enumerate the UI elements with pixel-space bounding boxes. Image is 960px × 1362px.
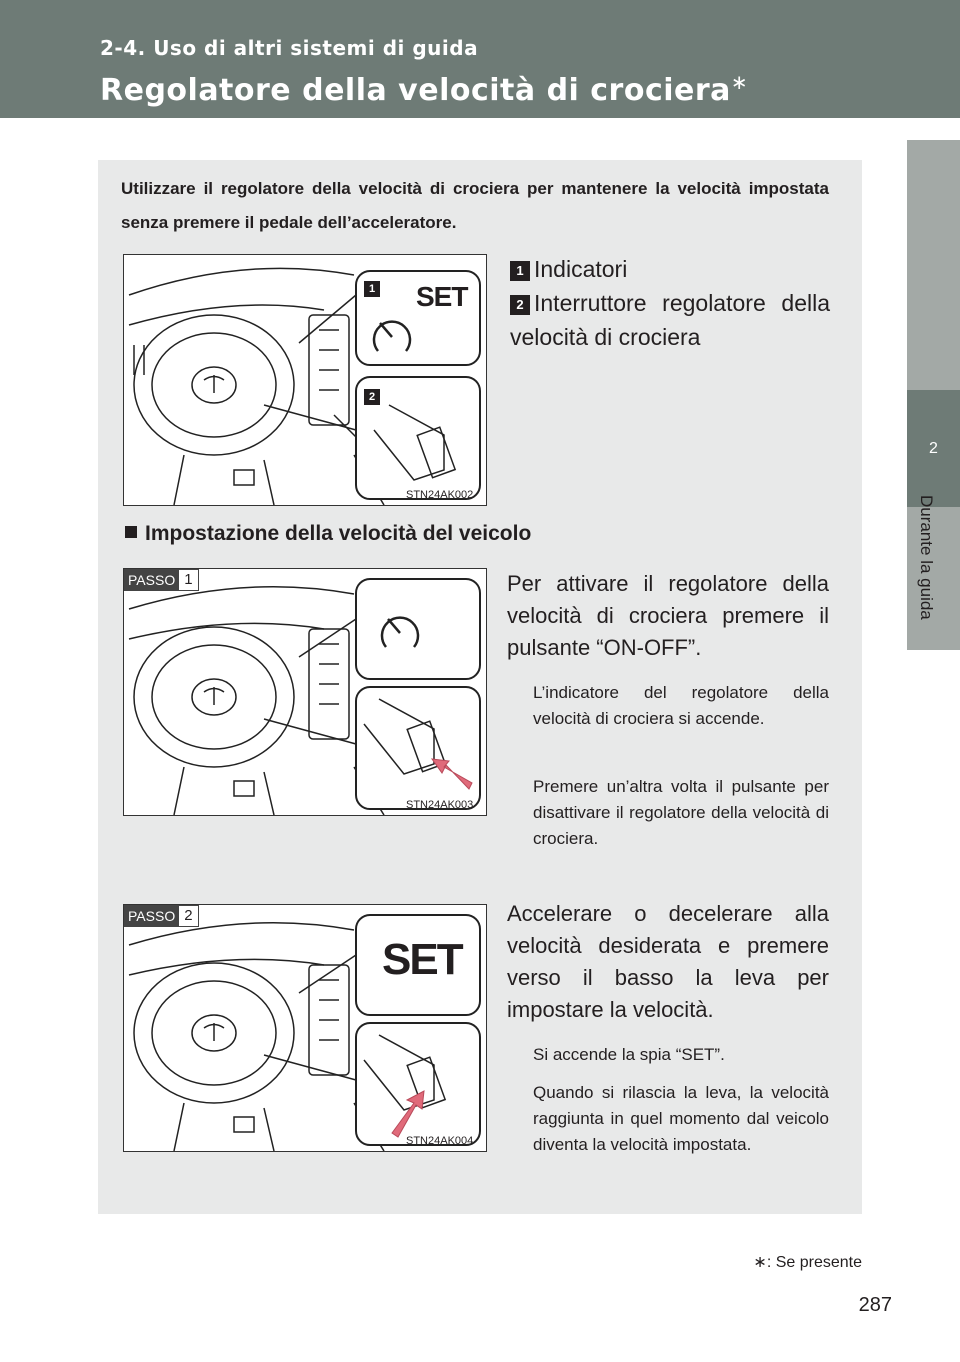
passo-label: PASSO xyxy=(124,569,179,591)
set-indicator-text: SET xyxy=(382,935,462,984)
title-asterisk: ∗ xyxy=(730,70,749,94)
page-title-text: Regolatore della velocità di crociera xyxy=(100,73,731,108)
figure-code: STN24AK004 xyxy=(406,1135,474,1147)
legend-label: Indicatori xyxy=(534,256,628,282)
footnote xyxy=(753,1252,862,1272)
callout-1-badge: 1 xyxy=(368,283,376,295)
step2-note-1: Si accende la spia “SET”. xyxy=(533,1045,725,1064)
step1-note-1: L’indicatore del regolatore della velocità di crociera si accende. xyxy=(533,683,829,728)
step1-illustration xyxy=(124,569,486,815)
subsection-heading xyxy=(125,522,531,546)
legend-item-switch xyxy=(510,286,830,354)
legend-label: Interruttore regolatore della velocità di crociera xyxy=(510,290,830,350)
callout-2-badge: 2 xyxy=(368,391,376,403)
passo-number: 2 xyxy=(179,905,198,927)
figure-code: STN24AK003 xyxy=(406,799,474,811)
set-indicator-text: SET xyxy=(416,281,468,312)
figure-step2 xyxy=(123,904,487,1152)
passo-number: 1 xyxy=(179,569,198,591)
page-number: 287 xyxy=(858,1294,892,1316)
step1-instruction: Per attivare il regolatore della velocità di crociera premere il pulsante “ON-OFF”. xyxy=(507,571,829,660)
figure-dashboard-overview xyxy=(123,254,487,506)
step1-note-2: Premere un’altra volta il pulsante per disattivare il regolatore della velocità di crociera. xyxy=(533,777,829,848)
legend-item-indicators xyxy=(510,252,830,286)
figure-step1 xyxy=(123,568,487,816)
subsection-heading-text: Impostazione della velocità del veicolo xyxy=(145,522,532,545)
step2-note-2: Quando si rilascia la leva, la velocità raggiunta in quel momento dal veicolo diventa la velocità impostata. xyxy=(533,1083,829,1154)
square-bullet-icon xyxy=(125,526,137,538)
step2-instruction: Accelerare o decelerare alla velocità desiderata e premere verso il basso la leva per impostare la velocità. xyxy=(507,901,829,1022)
page-title xyxy=(100,70,748,108)
chapter-label: Durante la guida xyxy=(917,495,936,620)
section-label: 2-4. Uso di altri sistemi di guida xyxy=(100,36,479,60)
intro-paragraph: Utilizzare il regolatore della velocità di crociera per mantenere la velocità impostata senza premere il pedale dell’acceleratore. xyxy=(121,179,829,232)
legend-number-badge: 2 xyxy=(510,295,530,315)
passo-badge xyxy=(124,905,199,927)
chapter-number: 2 xyxy=(907,390,960,507)
page-header xyxy=(0,0,960,118)
legend-number-badge: 1 xyxy=(510,261,530,281)
figure-code: STN24AK002 xyxy=(406,489,474,501)
footnote-text: : Se presente xyxy=(766,1254,862,1271)
footnote-asterisk: ∗ xyxy=(753,1254,767,1271)
passo-badge xyxy=(124,569,199,591)
passo-label: PASSO xyxy=(124,905,179,927)
